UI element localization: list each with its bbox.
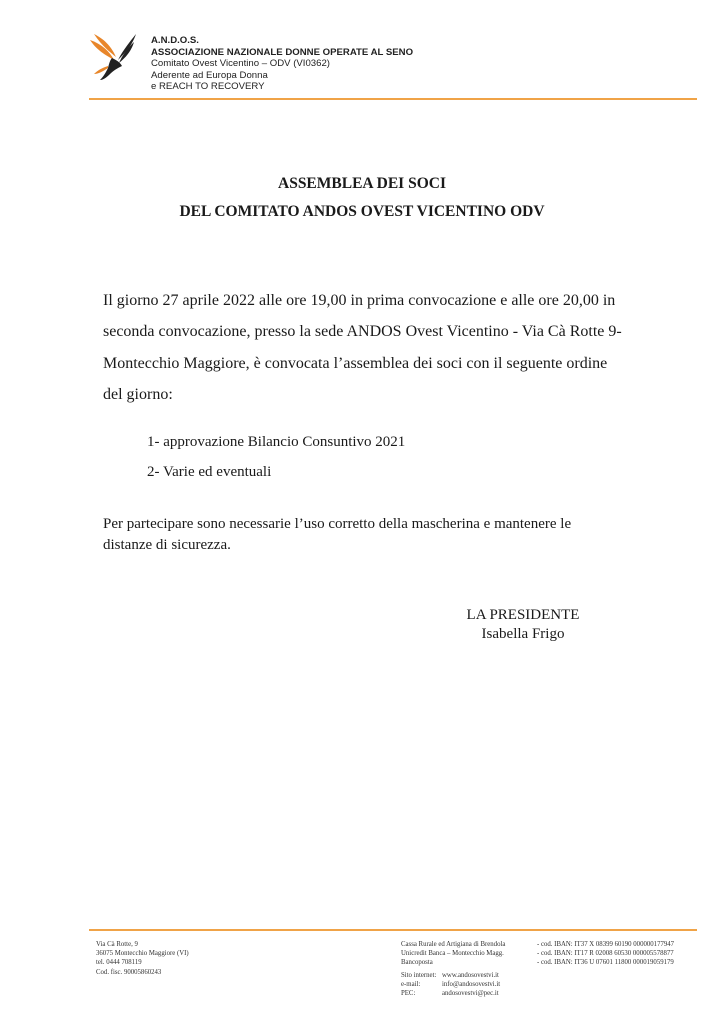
footer-pec-link[interactable]: andosovestvi@pec.it xyxy=(442,990,499,998)
footer-bank: Cassa Rurale ed Artigiana di Brendola xyxy=(401,941,506,948)
footer-iban: - cod. IBAN: IT36 U 07601 11800 000019059179 xyxy=(537,959,674,967)
footer-contacts xyxy=(401,971,500,999)
footer-address xyxy=(96,940,189,977)
document-subtitle: DEL COMITATO ANDOS OVEST VICENTINO ODV xyxy=(179,203,545,220)
footer-website-label: Sito internet: xyxy=(401,972,437,979)
footer-website-link[interactable]: www.andosovestvi.it xyxy=(442,972,499,979)
agenda-item: 2- Varie ed eventuali xyxy=(147,464,272,480)
org-acronym: A.N.D.O.S. xyxy=(151,35,199,46)
footer-pec-row xyxy=(401,989,500,998)
header-divider xyxy=(89,98,697,100)
org-affiliation-1: Aderente ad Europa Donna xyxy=(151,69,268,81)
footer-pec-label: PEC: xyxy=(401,990,416,998)
andos-swallow-logo-icon xyxy=(88,30,138,82)
footer-fiscal-code: Cod. fisc. 90005860243 xyxy=(96,968,162,976)
organization-header xyxy=(151,35,413,93)
footer-divider xyxy=(89,929,697,931)
footer-street: Via Cà Rotte, 9 xyxy=(96,941,138,948)
signature-name: Isabella Frigo xyxy=(481,626,565,642)
signature-role: LA PRESIDENTE xyxy=(466,607,580,623)
document-title: ASSEMBLEA DEI SOCI xyxy=(278,175,446,192)
org-full-name: ASSOCIAZIONE NAZIONALE DONNE OPERATE AL SENO xyxy=(151,46,414,58)
footer-ibans xyxy=(537,940,674,968)
org-affiliation-2: e REACH TO RECOVERY xyxy=(151,81,265,93)
footer-phone: tel. 0444 708119 xyxy=(96,959,142,967)
footer-iban: - cod. IBAN: IT17 R 02008 60530 000005578877 xyxy=(537,950,674,958)
footer-bank: Bancoposta xyxy=(401,959,433,967)
footer-email-label: e-mail: xyxy=(401,981,421,989)
footer-banks xyxy=(401,940,505,968)
convocation-paragraph: Il giorno 27 aprile 2022 alle ore 19,00 in prima convocazione e alle ore 20,00 in seconda convocazione, presso la sede ANDOS Ovest Vicentino - Via Cà Rotte 9- Montecchio Maggiore, è convocata l’assemblea dei soci con il seguente ordine del giorno: xyxy=(103,292,622,403)
safety-note: Per partecipare sono necessarie l’uso corretto della mascherina e mantenere le distanze di sicurezza. xyxy=(103,516,572,553)
footer-email-link[interactable]: info@andosovestvi.it xyxy=(442,981,501,989)
footer-city: 36075 Montecchio Maggiore (VI) xyxy=(96,950,189,958)
org-committee: Comitato Ovest Vicentino – ODV (VI0362) xyxy=(151,58,330,70)
footer-iban: - cod. IBAN: IT37 X 08399 60190 000000177947 xyxy=(537,941,675,948)
footer-email-row xyxy=(401,980,500,989)
agenda-item: 1- approvazione Bilancio Consuntivo 2021 xyxy=(147,434,406,450)
footer-website-row xyxy=(401,971,500,980)
footer-bank: Unicredit Banca – Montecchio Magg. xyxy=(401,950,504,958)
